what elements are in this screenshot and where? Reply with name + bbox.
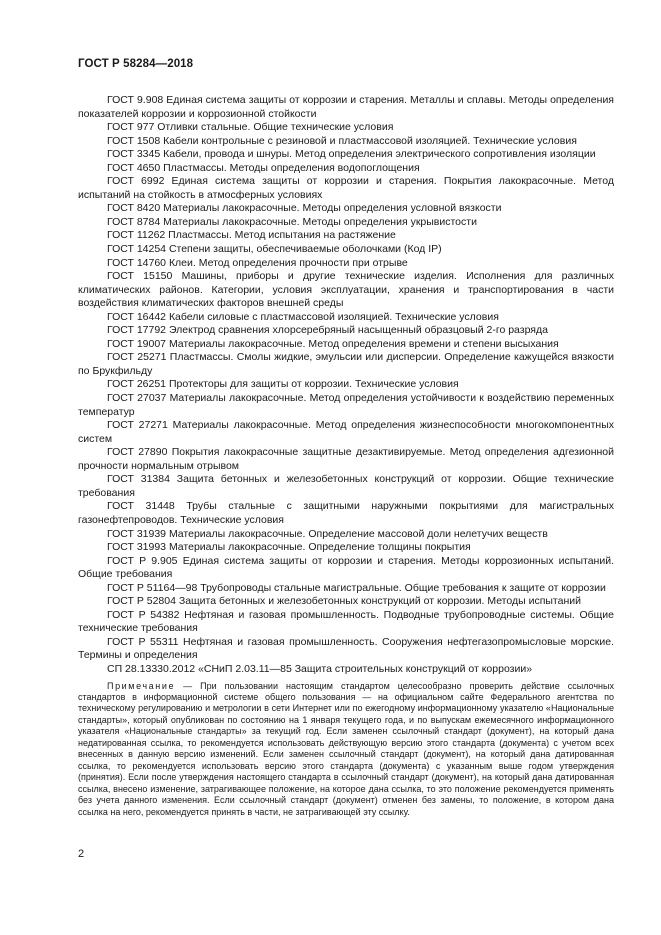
- reference-entry: ГОСТ 14254 Степени защиты, обеспечиваемые оболочками (Код IP): [107, 243, 442, 256]
- note-text: При пользовании настоящим стандартом целесообразно проверить действие ссылочных стандартов в информационной системе общего пользования — на официальном сайте Федерального агентства по техническому регулированию и метрологии в сети Интернет или по ежегодному информационному указателю «Национальные стандарты», который опубликован по состоянию на 1 января текущего года, и по выпускам ежемесячного информационного указателя «Национальные стандарты» за текущий год. Если заменен ссылочный стандарт (документ), на который дана недатированная ссылка, то рекомендуется использовать действующую версию этого стандарта (документа) с учетом всех внесенных в данную версию изменений. Если заменен ссылочный стандарт (документ), на который дана датированная ссылка, то рекомендуется использовать версию этого стандарта (документа) с указанным выше годом утверждения (принятия). Если после утверждения настоящего стандарта в ссылочный стандарт (документ), на который дана датированная ссылка, внесено изменение, затрагивающее положение, на которое дана ссылка, то это положение рекомендуется применять без учета данного изменения. Если ссылочный стандарт (документ) отменен без замены, то положение, в котором дана ссылка на него, рекомендуется принять в части, не затрагивающей эту ссылку.: [78, 680, 614, 817]
- reference-entry: ГОСТ 25271 Пластмассы. Смолы жидкие, эмульсии или дисперсии. Определение кажущейся вязкости по Брукфильду: [78, 351, 614, 377]
- reference-entry: ГОСТ 11262 Пластмассы. Метод испытания на растяжение: [107, 229, 396, 242]
- references-section: [78, 94, 614, 827]
- reference-entry: ГОСТ 31384 Защита бетонных и железобетонных конструкций от коррозии. Общие технические требования: [78, 473, 614, 499]
- reference-entry: ГОСТ 977 Отливки стальные. Общие технические условия: [107, 121, 394, 134]
- reference-entry: ГОСТ 17792 Электрод сравнения хлорсеребряный насыщенный образцовый 2-го разряда: [107, 324, 548, 337]
- reference-entry: ГОСТ 8420 Материалы лакокрасочные. Методы определения условной вязкости: [107, 202, 502, 215]
- reference-entry: ГОСТ 9.908 Единая система защиты от коррозии и старения. Металлы и сплавы. Методы определения показателей коррозии и коррозионной стойкости: [78, 94, 614, 120]
- reference-entry: ГОСТ 31939 Материалы лакокрасочные. Определение массовой доли нелетучих веществ: [107, 527, 548, 540]
- note-dash: —: [175, 680, 201, 691]
- note-paragraph: [78, 681, 614, 818]
- reference-entry: ГОСТ Р 51164—98 Трубопроводы стальные магистральные. Общие требования к защите от коррозии: [107, 581, 606, 594]
- reference-entry: ГОСТ 14760 Клеи. Метод определения прочности при отрыве: [107, 256, 408, 269]
- reference-entry: ГОСТ Р 9.905 Единая система защиты от коррозии и старения. Методы коррозионных испытаний. Общие требования: [78, 554, 614, 581]
- reference-entry: ГОСТ 8784 Материалы лакокрасочные. Методы определения укрывистости: [107, 215, 477, 228]
- reference-entry: ГОСТ 19007 Материалы лакокрасочные. Метод определения времени и степени высыхания: [107, 337, 559, 350]
- document-header: ГОСТ Р 58284—2018: [78, 58, 194, 70]
- reference-entry: ГОСТ 4650 Пластмассы. Методы определения водопоглощения: [107, 161, 420, 174]
- reference-entry: СП 28.13330.2012 «СНиП 2.03.11—85 Защита строительных конструкций от коррозии»: [107, 662, 533, 675]
- reference-entry: ГОСТ 27271 Материалы лакокрасочные. Метод определения жизнеспособности многокомпонентных систем: [78, 419, 614, 445]
- reference-entry: ГОСТ 26251 Протекторы для защиты от коррозии. Технические условия: [107, 378, 459, 391]
- reference-entry: ГОСТ 16442 Кабели силовые с пластмассовой изоляцией. Технические условия: [107, 310, 499, 323]
- reference-entry: ГОСТ 15150 Машины, приборы и другие технические изделия. Исполнения для различных климатических районов. Категории, условия эксплуатации, хранения и транспортирования в части воздействия климатических факторов внешней среды: [78, 270, 614, 310]
- reference-entry: ГОСТ Р 52804 Защита бетонных и железобетонных конструкций от коррозии. Методы испытаний: [107, 595, 581, 608]
- reference-entry: ГОСТ 31448 Трубы стальные с защитными наружными покрытиями для магистральных газонефтепроводов. Технические условия: [78, 500, 614, 526]
- page-number: 2: [78, 848, 85, 860]
- reference-entry: ГОСТ 27037 Материалы лакокрасочные. Метод определения устойчивости к воздействию переменных температур: [78, 392, 614, 418]
- note-label: Примечание: [107, 680, 176, 691]
- reference-entry: ГОСТ 27890 Покрытия лакокрасочные защитные дезактивируемые. Метод определения адгезионной прочности нормальным отрывом: [78, 446, 614, 472]
- reference-entry: ГОСТ Р 54382 Нефтяная и газовая промышленность. Подводные трубопроводные системы. Общие технические требования: [78, 608, 614, 635]
- reference-entry: ГОСТ 3345 Кабели, провода и шнуры. Метод определения электрического сопротивления изоляции: [107, 148, 596, 161]
- reference-entry: ГОСТ 6992 Единая система защиты от коррозии и старения. Покрытия лакокрасочные. Метод испытаний на стойкость в атмосферных условиях: [78, 175, 614, 201]
- reference-entry: ГОСТ 1508 Кабели контрольные с резиновой и пластмассовой изоляцией. Технические условия: [107, 134, 577, 147]
- reference-entry: ГОСТ 31993 Материалы лакокрасочные. Определение толщины покрытия: [107, 541, 471, 554]
- reference-entry: ГОСТ Р 55311 Нефтяная и газовая промышленность. Сооружения нефтегазопромысловые морские. Термины и определения: [78, 635, 614, 662]
